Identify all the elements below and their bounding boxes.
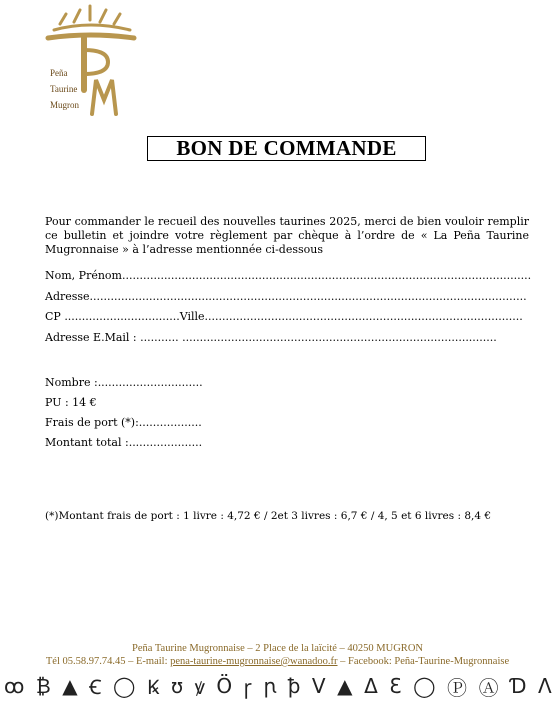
footer-facebook: – Facebook: Peña-Taurine-Mugronnaise xyxy=(337,656,510,667)
logo-line-1: Peña xyxy=(50,68,68,78)
field-cp-ville[interactable]: CP .................................Ville........................................................................................... xyxy=(45,310,523,323)
ornament-symbol-3: Ꞓ xyxy=(89,674,102,699)
logo-line-3: Mugron xyxy=(50,100,79,110)
intro-paragraph: Pour commander le recueil des nouvelles taurines 2025, merci de bien vouloir remplir ce bulletin et joindre votre règlement par chèque à l’ordre de « La Peña Taurine Mugronnaise » à l’adresse mentionnée ci-dessous xyxy=(45,215,529,256)
field-montant-total[interactable]: Montant total :..................... xyxy=(45,436,203,449)
ornament-symbol-13: ▲ xyxy=(337,674,353,698)
ornament-symbol-12: Ⅴ xyxy=(311,674,326,698)
ornament-symbol-18: Ⓐ xyxy=(478,675,499,700)
footer-tel: Tél 05.58.97.74.45 – E-mail: xyxy=(45,656,171,667)
ornament-symbol-17: Ⓟ xyxy=(447,675,468,700)
footer-address: Peña Taurine Mugronnaise – 2 Place de la laïcité – 40250 MUGRON xyxy=(132,643,423,654)
ornament-symbol-6: ʊ xyxy=(170,674,184,698)
shipping-note: (*)Montant frais de port : 1 livre : 4,72 € / 2et 3 livres : 6,7 € / 4, 5 et 6 livres : 8,4 € xyxy=(45,510,492,522)
footer-email-link[interactable]: pena-taurine-mugronnaise@wanadoo.fr xyxy=(170,656,338,667)
ornament-symbol-7: ꝟ xyxy=(194,674,205,699)
ornament-symbol-4: ◯ xyxy=(113,674,136,698)
ornament-symbol-5: Ꝃ xyxy=(146,674,160,699)
footer-contact xyxy=(0,655,555,668)
ornament-symbol-14: Δ xyxy=(364,674,378,698)
ornament-symbol-2: ▲ xyxy=(62,674,78,698)
field-adresse[interactable]: Adresse............................................................................................................................. xyxy=(45,290,527,303)
ornament-symbol-1: ₿ xyxy=(35,673,51,698)
ornament-symbol-9: ꞅ xyxy=(243,674,252,699)
ornament-symbol-15: Ꜫ xyxy=(389,674,402,698)
logo-line-2: Taurine xyxy=(50,84,78,94)
ornament-symbol-8: Ö xyxy=(216,674,233,698)
field-pu: PU : 14 € xyxy=(45,396,97,409)
field-nom-prenom[interactable]: Nom, Prénom..................................................................................................................... xyxy=(45,269,532,282)
ornament-symbol-20: Ʌ xyxy=(538,674,552,698)
ornament-symbol-10: ꞃ xyxy=(263,674,277,698)
field-frais-port[interactable]: Frais de port (*):.................. xyxy=(45,416,202,429)
ornament-symbol-row xyxy=(4,672,552,700)
ornament-symbol-0: ꝏ xyxy=(4,674,25,698)
field-email[interactable]: Adresse E.Mail : ........... .......................................................................................... xyxy=(45,331,497,344)
document-title: BON DE COMMANDE xyxy=(147,136,426,161)
ornament-symbol-19: Ɗ xyxy=(510,674,527,698)
ornament-symbol-11: ꝥ xyxy=(287,674,301,698)
ornament-symbol-16: ◯ xyxy=(413,674,436,698)
field-nombre[interactable]: Nombre :.............................. xyxy=(45,376,203,389)
